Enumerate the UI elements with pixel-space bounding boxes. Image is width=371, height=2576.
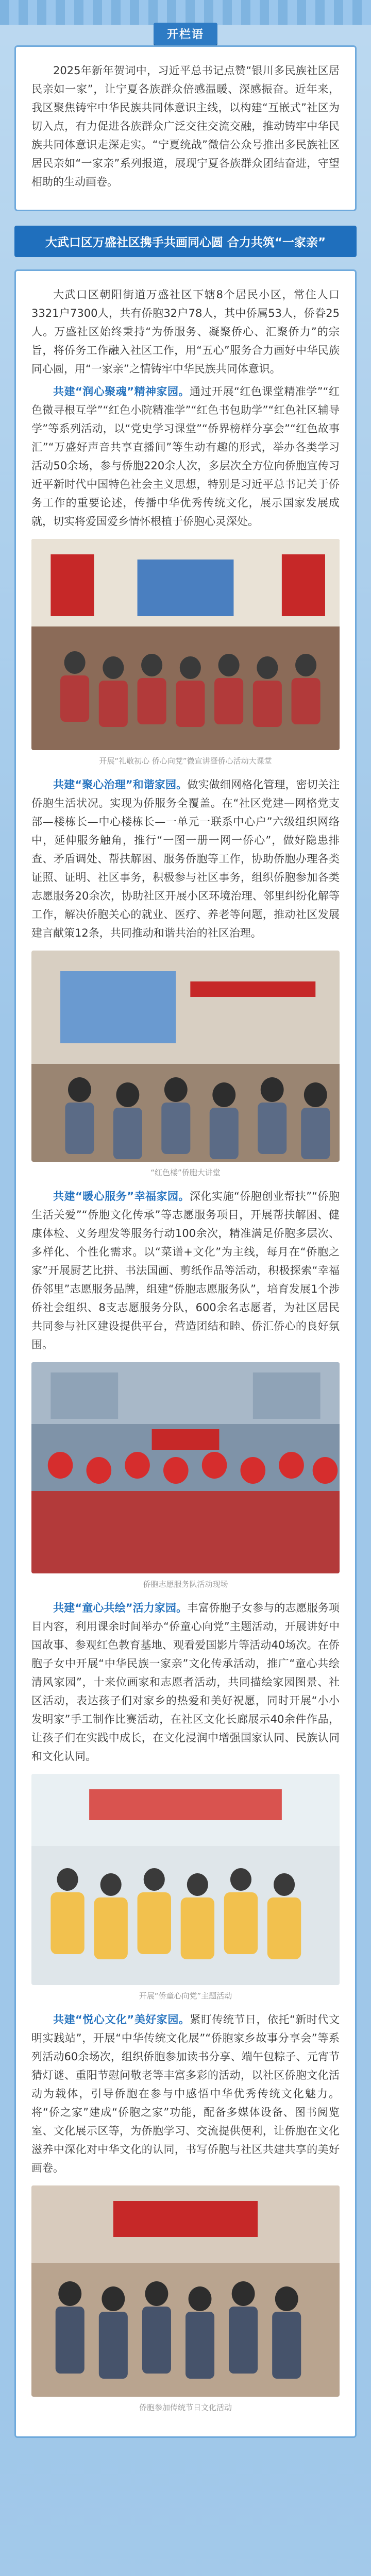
block-paragraph xyxy=(31,775,340,942)
photo-culture xyxy=(31,2185,340,2397)
decorative-header-band xyxy=(0,0,371,41)
block-body: 通过开展“红色课堂精准学”“红色微寻根互学”“红色小院精准学”“红色书包助学”“红色社区辅导学”等系列活动，以“党史学习课堂”“侨界榜样分享会”“红色故事汇”“万盛好声音共享直播间”等生动有趣的形式，举办各类学习活动50余场，参与侨胞220余人次，多层次全方位向侨胞宣传习近平新时代中国特色社会主义思想，特别是习近平总书记关于侨务工作的重要论述，传播中华优秀传统文化，展示国家发展成就，切实将爱国爱乡情怀根植于侨胞心灵深处。 xyxy=(31,385,340,528)
photo-lecture xyxy=(31,951,340,1162)
block-body: 丰富侨胞子女参与的志愿服务项目内容，利用课余时间举办“侨童心向党”主题活动，开展讲好中国故事、参观红色教育基地、观看爱国影片等活动40场次。在侨胞子女中开展“中华民族一家亲”文化传承活动，推广“童心共绘清风家园”，十来位画家和志愿者活动，共同描绘家园图景、社区活动，表达孩子们对家乡的热爱和美好祝愿，同时开展“小小发明家”手工制作比赛活动，在社区文化长廊展示40余件作品，让孩子们在实践中成长，在文化浸润中增强国家认同、民族认同和文化认同。 xyxy=(31,1602,340,1762)
block-paragraph xyxy=(31,1599,340,1766)
section-title: 大武口区万盛社区携手共画同心圆 合力共筑“一家亲” xyxy=(14,226,357,257)
block-lead: 共建“童心共绘”活力家园。 xyxy=(53,1602,188,1614)
block-body: 紧盯传统节日，依托“新时代文明实践站”，开展“中华传统文化展”“侨胞家乡故事分享会”等系列活动60余场次，组织侨胞参加读书分享、端午包粽子、元宵节猜灯谜、重阳节慰问敬老等丰富多彩的活动，以社区侨胞文化活动为载体，引导侨胞在参与中感悟中华优秀传统文化魅力。将“侨之家”建成“侨胞之家”功能，配备多媒体设备、图书阅览室、文化展示区等，为侨胞学习、交流提供便利，让侨胞在文化滋养中深化对中华文化的认同，书写侨胞与社区共建共享的美好画卷。 xyxy=(31,2013,340,2174)
photo-caption: 侨胞参加传统节日文化活动 xyxy=(139,2403,232,2412)
intro-card xyxy=(14,45,357,211)
column-tab-label: 开栏语 xyxy=(154,23,217,45)
photo-classroom-image xyxy=(31,539,340,750)
photo-lecture-image xyxy=(31,951,340,1162)
photo-children-image xyxy=(31,1774,340,1985)
article-card xyxy=(14,269,357,2438)
block-paragraph xyxy=(31,2010,340,2177)
photo-caption: 开展“侨童心向党”主题活动 xyxy=(139,1991,232,2001)
block-lead: 共建“暖心服务”幸福家园。 xyxy=(53,1190,190,1202)
photo-volunteers-image xyxy=(31,1362,340,1573)
photo-classroom xyxy=(31,539,340,750)
photo-volunteers xyxy=(31,1362,340,1573)
photo-caption: 开展“礼敬初心 侨心向党”微宣讲暨侨心活动大课堂 xyxy=(99,756,272,766)
block-body: 做实做细网格化管理，密切关注侨胞生活状况。实现为侨服务全覆盖。在“社区党建—网格党支部—楼栋长—中心楼栋长—一单元一联系中心户”六级组织网络中，延伸服务触角，推行“一图一册一网一侨心”，做好隐患排查、矛盾调处、帮扶解困、服务侨胞等工作，协助侨胞办理各类证照、证明、社区事务，积极参与社区事务，组织侨胞参加各类志愿服务20余次，协助社区开展小区环境治理、邻里纠纷化解等工作，解决侨胞关心的就业、医疗、养老等问题，推动社区发展建言献策12条，共同推动和谐共治的社区治理。 xyxy=(31,778,340,939)
block-lead: 共建“润心聚魂”精神家园。 xyxy=(53,385,190,398)
photo-culture-image xyxy=(31,2185,340,2397)
block-paragraph xyxy=(31,382,340,531)
block-lead: 共建“聚心治理”和谐家园。 xyxy=(53,778,188,791)
intro-paragraph: 2025年新年贺词中，习近平总书记点赞“银川多民族社区居民亲如一家”，让宁夏各族群众倍感温暖、深感振奋。近年来，我区聚焦铸牢中华民族共同体意识主线，以构建“互嵌式”社区为切入点，有力促进各族群众广泛交往交流交融，推动铸牢中华民族共同体意识走深走实。“宁夏统战”微信公众号推出多民族社区居民亲如“一家亲”系列报道，展现宁夏各族群众团结奋进，守望相助的生动画卷。 xyxy=(31,64,340,188)
photo-caption: “红色楼”侨胞大讲堂 xyxy=(150,1168,221,1177)
block-body: 深化实施“侨胞创业帮扶”“侨胞生活关爱”“侨胞文化传承”等志愿服务项目，开展帮扶解困、健康体检、义务理发等服务行动100余次，精准满足侨胞多层次、多样化、个性化需求。以“菜谱+文化”为主线，每月在“侨胞之家”开展厨艺比拼、书法国画、剪纸作品等活动，积极探索“幸福侨邻里”志愿服务品牌，组建“侨胞志愿服务队”，培育发展1个涉侨社会组织、8支志愿服务分队，600余名志愿者，为社区居民共同参与社区建设提供平台，营造团结和睦、侨汇侨心的良好氛围。 xyxy=(31,1190,340,1351)
block-paragraph xyxy=(31,1187,340,1354)
photo-caption: 侨胞志愿服务队活动现场 xyxy=(143,1580,228,1589)
photo-children xyxy=(31,1774,340,1985)
overview-paragraph: 大武口区朝阳街道万盛社区下辖8个居民小区，常住人口3321户7300人，共有侨胞32户78人，其中侨属53人，侨眷25人。万盛社区始终秉持“为侨服务、凝聚侨心、汇聚侨力”的宗旨，将侨务工作融入社区工作，用“五心”服务合力画好中华民族同心圆，用“一家亲”之情铸牢中华民族共同体意识。 xyxy=(31,289,340,375)
block-lead: 共建“悦心文化”美好家园。 xyxy=(53,2013,190,2026)
